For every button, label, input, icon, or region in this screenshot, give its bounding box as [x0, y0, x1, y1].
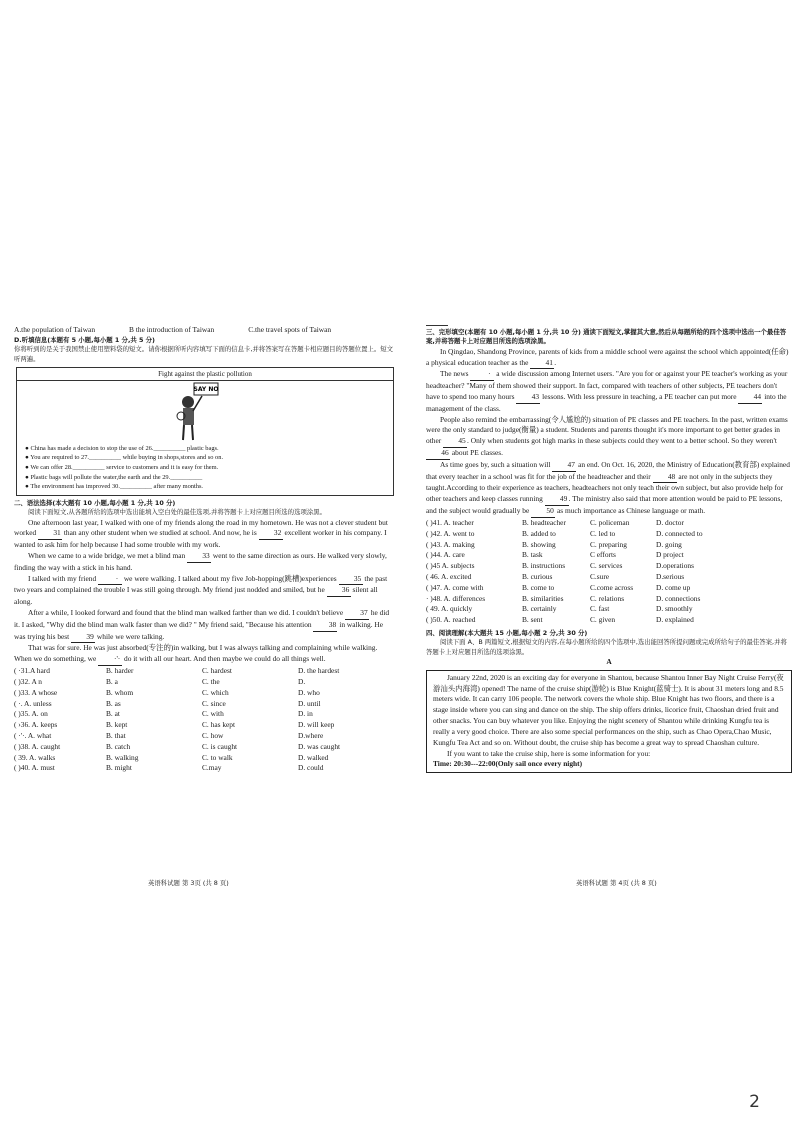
option: ( )42. A. went to	[426, 528, 475, 538]
option: ( )40. A. must	[14, 763, 55, 773]
passage-paragraph: After a while, I looked forward and found that the blind man walked farther than we did. I couldn't believe 37 he did it. I asked, "Why did the blind man walk faster than we did? " My friend said, "Because his attention 38 in walking. He was trying his best 39 while we were talking.	[14, 608, 396, 643]
option: C. services	[590, 561, 623, 571]
passage-paragraph: People also remind the embarrassing(令人尴尬的) situation of PE classes and PE teachers. In the past, written exams were the only standard to judge(衡量) a student. Students and parents thought it's more important to get better grades in other 45. Only when students got high marks in these subjects could they went to a better school. So they weren't 46 about PE classes.	[426, 415, 792, 460]
blank: ·	[470, 369, 494, 381]
option: D. will keep	[298, 720, 335, 730]
blank: 37	[345, 608, 369, 620]
option: B. as	[106, 698, 121, 708]
option: C.sure	[590, 571, 610, 581]
divider	[426, 325, 448, 326]
cruise-time: Time: 20:30---22:00(Only sail once every night)	[433, 759, 583, 769]
option: D. was caught	[298, 741, 341, 751]
option: C.the travel spots of Taiwan	[248, 325, 332, 334]
option: ( )47. A. come with	[426, 582, 484, 592]
option: C. hardest	[202, 666, 232, 676]
option: C. the	[202, 676, 220, 686]
option: B. a	[106, 676, 118, 686]
blank: 41	[530, 358, 554, 370]
info-line: ● We can offer 28.__________ service to customers and it is easy for them.	[25, 464, 219, 472]
option: D.serious	[656, 571, 685, 581]
option: B the introduction of Taiwan	[129, 325, 215, 334]
option: B. certainly	[522, 604, 557, 614]
passage-paragraph: When we came to a wide bridge, we met a blind man 33 went to the same direction as ours. He walked very slowly, finding the way with a stick in his hand.	[14, 550, 387, 572]
option: B. might	[106, 763, 132, 773]
blank: 32	[259, 528, 283, 540]
passage-paragraph: I talked with my friend · we were walking. I talked about my five Job-hopping(跳槽)experiences 35 the past two years and complained the trouble I was still going through. My friend just nodded and smiled, but he 36 silent all along.	[14, 573, 388, 607]
option: B. curious	[522, 571, 553, 581]
option: C. to walk	[202, 752, 233, 762]
option: D.operations	[656, 561, 694, 571]
option: ( ·'·. A. what	[14, 730, 52, 740]
passage-paragraph: One afternoon last year, I walked with one of my friends along the road in my hometown. He was not a clever student but worked 31 than any other student when we studied at school. And now, he is 32 excellent worker in his company. I wanted to ask him for help because I had some trouble with my work.	[14, 517, 388, 550]
passage-paragraph: That was for sure. He was just absorbed(专注的)in walking, but I was always talking and complaining while walking. When we do something, we ·'· do it with all our heart. And then maybe we could do all things well.	[14, 643, 396, 666]
left-page-footer: 英语科试题 第 3页 (共 8 页)	[148, 879, 229, 887]
info-card	[16, 367, 394, 496]
option: B. instructions	[522, 561, 566, 571]
passage-paragraph: As time goes by, such a situation will 47 an end. On Oct. 16, 2020, the Ministry of Education(教育部) explained that every teacher in a school was fit for the job of the headteacher and their 48 are not only in the subjects they taught.According to their experience as teachers, headteachers not only teach their own subject, but also provide help for other teachers and keep classes running 49. The ministry also said that more attention would be paid to PE lessons, and the subject would gradually be 50 as much importance as Chinese language or math.	[426, 460, 792, 518]
answer-options	[14, 666, 396, 774]
option: B. showing	[522, 539, 556, 549]
option: D. come up	[656, 582, 691, 592]
info-line: ● You are required to 27.__________ while buying in shops,stores and so on.	[25, 454, 224, 462]
option: D. connected to	[656, 528, 703, 538]
blank: 45	[443, 436, 467, 448]
option: · )48. A. differences	[426, 593, 486, 603]
option: B. whom	[106, 687, 134, 697]
option: ( 46. A. excited	[426, 571, 472, 581]
option: D. walked	[298, 752, 329, 762]
blank: 44	[738, 392, 762, 404]
blank: 36	[327, 585, 351, 597]
option: D. connections	[656, 593, 701, 603]
option: B. task	[522, 550, 543, 560]
option: C. preparing	[590, 539, 627, 549]
section-d-instructions: 你将听到的是关于我国禁止使用塑料袋的短文。请你根据所听内容填写下面的信息卡,并将答案写在答题卡相应题目的答题位置上。短文听两遍。	[14, 345, 394, 363]
option: ( ·. A. unless	[14, 698, 52, 708]
blank: 46	[426, 448, 450, 460]
option: A.the population of Taiwan	[14, 325, 96, 334]
option: C.come across	[590, 582, 634, 592]
option: B. similarities	[522, 593, 564, 603]
option: D. explained	[656, 615, 694, 625]
option: ( ›36. A. keeps	[14, 720, 58, 730]
blank: 38	[313, 620, 337, 632]
option: ( )45 A. subjects	[426, 561, 475, 571]
option: ( )35. A. on	[14, 709, 48, 719]
passage-paragraph: The news · a wide discussion among Internet users. "Are you for or against your PE teacher's working as your headteacher? "Many of them showed their support. In fact, compared with teachers of other subjects, PE teachers don't have to spend too many hours 43 lessons. With less pressure in teaching, a PE teacher can put more 44 into the management of the class.	[426, 369, 788, 413]
option: B. sent	[522, 615, 543, 625]
option: ( ·31.A hard	[14, 666, 50, 676]
section-3-title: 三、完形填空(本题有 10 小题,每小题 1 分,共 10 分) 通读下面短文,掌握其大意,然后从每题所给的四个选项中选出一个最佳答案,并将答题卡上对应题目所选的选项涂黑。	[426, 328, 787, 346]
option: ( )38. A. caught	[14, 741, 61, 751]
section-4-instructions: 阅读下面 A、B 两篇短文,根据短文的内容,在每小题所给的四个选项中,选出能回答所提问题或完成所给句子的最佳答案,并将答题卡上对应题目所选的选项涂黑。	[426, 638, 787, 656]
option: D project	[656, 550, 684, 560]
option: ( 49. A. quickly	[426, 604, 473, 614]
option: C.may	[202, 763, 222, 773]
option: B. walking	[106, 752, 139, 762]
blank: ·	[98, 574, 122, 586]
blank: ·'·	[98, 654, 122, 666]
option: B. headteacher	[522, 517, 566, 527]
option: B. added to	[522, 528, 556, 538]
option: C efforts	[590, 550, 616, 560]
option: C. with	[202, 709, 224, 719]
passage-paragraph: In Qingdao, Shandong Province, parents of kids from a middle school were against the school which appointed(任命) a physical education teacher as the 41.	[426, 347, 792, 370]
say-no-badge: SAY NO	[193, 385, 219, 393]
option: B. at	[106, 709, 120, 719]
option: C. since	[202, 698, 226, 708]
answer-options	[426, 518, 792, 626]
info-line: ● The environment has improved 30.__________ after many months.	[25, 483, 204, 491]
option: D. in	[298, 709, 313, 719]
option: D. the hardest	[298, 666, 340, 676]
option: C. policeman	[590, 517, 630, 527]
option: D. until	[298, 698, 321, 708]
info-line: ● Plastic bags will pollute the water,the earth and the 29.__________	[25, 473, 203, 481]
option: C. is caught	[202, 741, 238, 751]
option: B. harder	[106, 666, 134, 676]
option: C. has kept	[202, 720, 236, 730]
passage-a-box	[426, 670, 792, 773]
left-page	[14, 325, 396, 870]
option: D. doctor	[656, 517, 684, 527]
option: D. smoothly	[656, 604, 693, 614]
option: C. how	[202, 730, 224, 740]
info-card-title: Fight against the plastic pollution	[17, 368, 393, 381]
blank: 43	[516, 392, 540, 404]
blank: 35	[339, 574, 363, 586]
right-page-footer: 英语科试题 第 4页 (共 8 页)	[576, 879, 657, 887]
blank: 47	[552, 460, 576, 472]
blank: 39	[71, 632, 95, 644]
option: B. come to	[522, 582, 555, 592]
passage-a-text: January 22nd, 2020 is an exciting day for everyone in Shantou, because Shantou Inner Bay Night Cruise Ferry(夜游汕头内海湾) opened! The name of the cruise ship(游轮) is Blue Knight(蓝骑士). It is about 31 meters long and 8.5 meters wide. It can carry 106 people. The network covers the whole ship. Blue Knight has two floors, and there is a stage inside where you can sing and dance on the ship. The ship offers drinks, licorice fruit, Chaoshan dried fruit and other snacks. You can buy whatever you like. Enjoying the night scenery of Shantou while drinking Kungfu tea is really a very good choice. There are also some special performances on the ship, such as Chao Opera,Chao Music, Kungfu Tea Act and so on. Without doubt, the cruise ship has become a great way to spread Chaoshan culture.	[433, 672, 784, 747]
option: ( )50. A. reached	[426, 615, 476, 625]
option: ( )41. A. teacher	[426, 517, 474, 527]
option: B. catch	[106, 741, 131, 751]
option: B. that	[106, 730, 126, 740]
section-2-instructions: 阅读下面短文,从各题所给的选项中选出能填入空白处的最佳选项,并将答题卡上对应题目所选的选项涂黑。	[28, 508, 327, 517]
right-page	[426, 325, 792, 870]
section-d-title: D.听填信息(本题有 5 小题,每小题 1 分,共 5 分)	[14, 335, 155, 344]
option: ( )32. A n	[14, 676, 42, 686]
blank: 48	[653, 472, 677, 484]
blank: 50	[531, 506, 555, 518]
info-card-lines	[19, 444, 391, 492]
blank: 49	[545, 494, 569, 506]
option: D. going	[656, 539, 682, 549]
option: ( )44. A. care	[426, 550, 465, 560]
option: C. which	[202, 687, 229, 697]
blank: 31	[38, 528, 62, 540]
option: D.	[298, 676, 306, 686]
page-number: 2	[749, 1092, 760, 1112]
section-4-title: 四、阅读理解(本大题共 15 小题,每小题 2 分,共 30 分)	[426, 629, 588, 637]
question-options	[14, 325, 396, 336]
option: ( 39. A. walks	[14, 752, 56, 762]
section-2-title: 二、语法选择(本大题有 10 小题,每小题 1 分,共 10 分)	[14, 498, 176, 507]
option: ( )33. A whose	[14, 687, 58, 697]
info-intro: If you want to take the cruise ship, here is some information for you:	[447, 748, 651, 758]
option: D. who	[298, 687, 320, 697]
option: C. led to	[590, 528, 616, 538]
option: C. given	[590, 615, 616, 625]
option: D. could	[298, 763, 324, 773]
option: B. kept	[106, 720, 128, 730]
option: ( )43. A. making	[426, 539, 475, 549]
option: D.where	[298, 730, 324, 740]
say-no-plastic-figure-icon	[174, 382, 220, 442]
blank: 33	[187, 551, 211, 563]
option: C. fast	[590, 604, 610, 614]
option: C. relations	[590, 593, 625, 603]
info-line: ● China has made a decision to stop the use of 26.__________ plastic bags.	[25, 444, 219, 452]
passage-label: A	[606, 657, 612, 667]
